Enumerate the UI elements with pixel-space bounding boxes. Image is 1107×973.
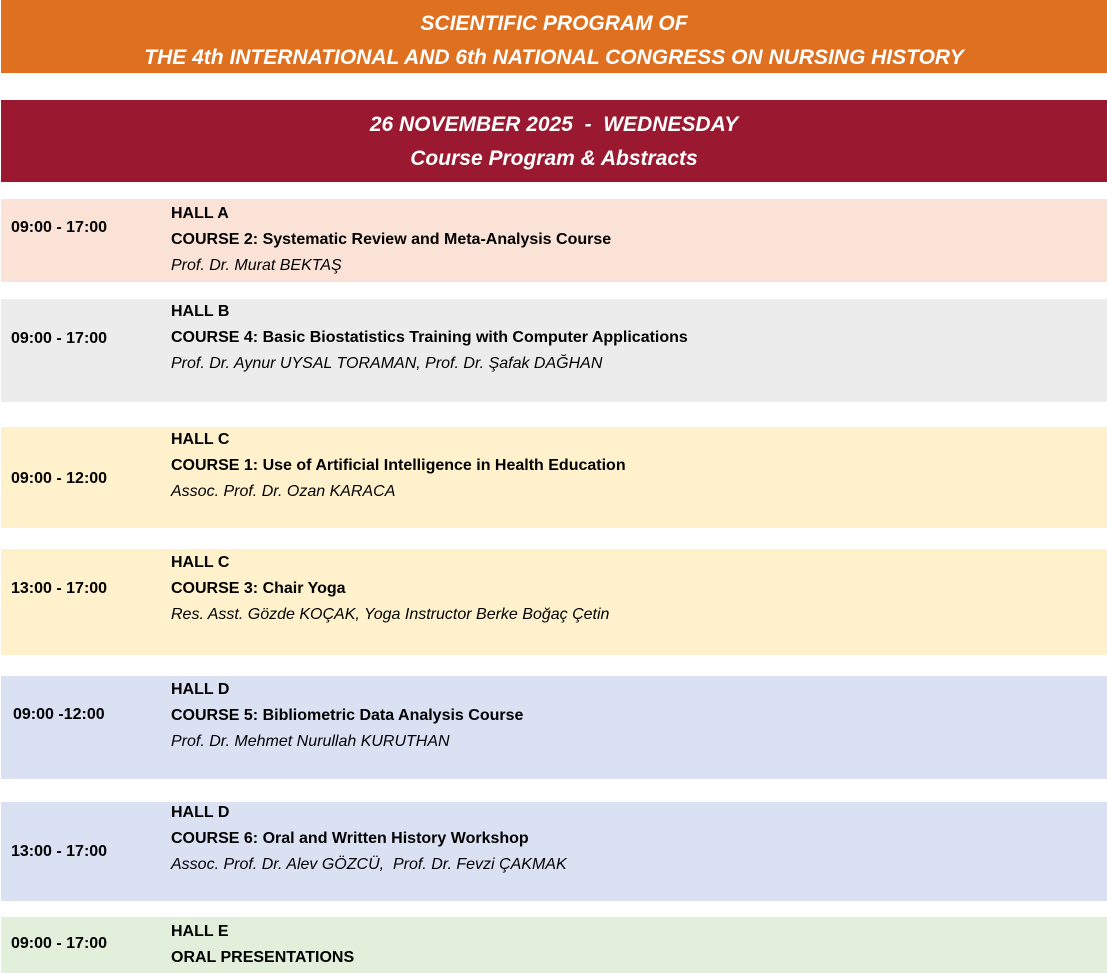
session-course: COURSE 5: Bibliometric Data Analysis Course bbox=[171, 707, 524, 724]
session-speakers: Prof. Dr. Aynur UYSAL TORAMAN, Prof. Dr. Şafak DAĞHAN bbox=[171, 355, 603, 372]
day-date: 26 NOVEMBER 2025 - WEDNESDAY bbox=[369, 113, 739, 136]
session-row-hall-d-afternoon bbox=[1, 802, 1107, 901]
session-hall: HALL C bbox=[171, 431, 230, 448]
session-speakers: Prof. Dr. Murat BEKTAŞ bbox=[171, 257, 342, 274]
session-hall: HALL C bbox=[171, 554, 230, 571]
session-course: COURSE 3: Chair Yoga bbox=[171, 580, 346, 597]
day-banner bbox=[1, 100, 1107, 182]
day-subtitle: Course Program & Abstracts bbox=[410, 147, 698, 170]
session-row-hall-e bbox=[1, 917, 1107, 973]
session-speakers: Assoc. Prof. Dr. Alev GÖZCÜ, Prof. Dr. Fevzi ÇAKMAK bbox=[171, 856, 567, 873]
session-time: 13:00 - 17:00 bbox=[11, 580, 108, 597]
session-time: 09:00 - 17:00 bbox=[11, 330, 108, 347]
program-title-line1: SCIENTIFIC PROGRAM OF bbox=[420, 12, 688, 35]
session-hall: HALL D bbox=[171, 804, 230, 821]
program-title-banner bbox=[1, 0, 1107, 73]
session-row-hall-c-afternoon bbox=[1, 549, 1107, 655]
session-hall: HALL B bbox=[171, 303, 230, 320]
session-row-hall-a bbox=[1, 199, 1107, 282]
session-time: 09:00 - 17:00 bbox=[11, 935, 108, 952]
session-course: ORAL PRESENTATIONS bbox=[171, 949, 355, 966]
session-speakers: Assoc. Prof. Dr. Ozan KARACA bbox=[171, 483, 396, 500]
session-row-hall-b bbox=[1, 299, 1107, 402]
session-hall: HALL E bbox=[171, 923, 229, 940]
session-hall: HALL A bbox=[171, 205, 229, 222]
session-time: 09:00 - 17:00 bbox=[11, 219, 108, 236]
session-course: COURSE 4: Basic Biostatistics Training with Computer Applications bbox=[171, 329, 688, 346]
program-title-line2: THE 4th INTERNATIONAL AND 6th NATIONAL CONGRESS ON NURSING HISTORY bbox=[144, 46, 964, 69]
session-speakers: Res. Asst. Gözde KOÇAK, Yoga Instructor Berke Boğaç Çetin bbox=[171, 606, 610, 623]
session-speakers: Prof. Dr. Mehmet Nurullah KURUTHAN bbox=[171, 733, 450, 750]
session-time: 09:00 - 12:00 bbox=[11, 470, 108, 487]
session-time: 13:00 - 17:00 bbox=[11, 843, 108, 860]
session-row-hall-d-morning bbox=[1, 676, 1107, 779]
session-course: COURSE 6: Oral and Written History Workshop bbox=[171, 830, 529, 847]
session-course: COURSE 2: Systematic Review and Meta-Analysis Course bbox=[171, 231, 612, 248]
session-course: COURSE 1: Use of Artificial Intelligence in Health Education bbox=[171, 457, 626, 474]
session-hall: HALL D bbox=[171, 681, 230, 698]
session-time: 09:00 -12:00 bbox=[13, 706, 105, 723]
session-row-hall-c-morning bbox=[1, 427, 1107, 528]
